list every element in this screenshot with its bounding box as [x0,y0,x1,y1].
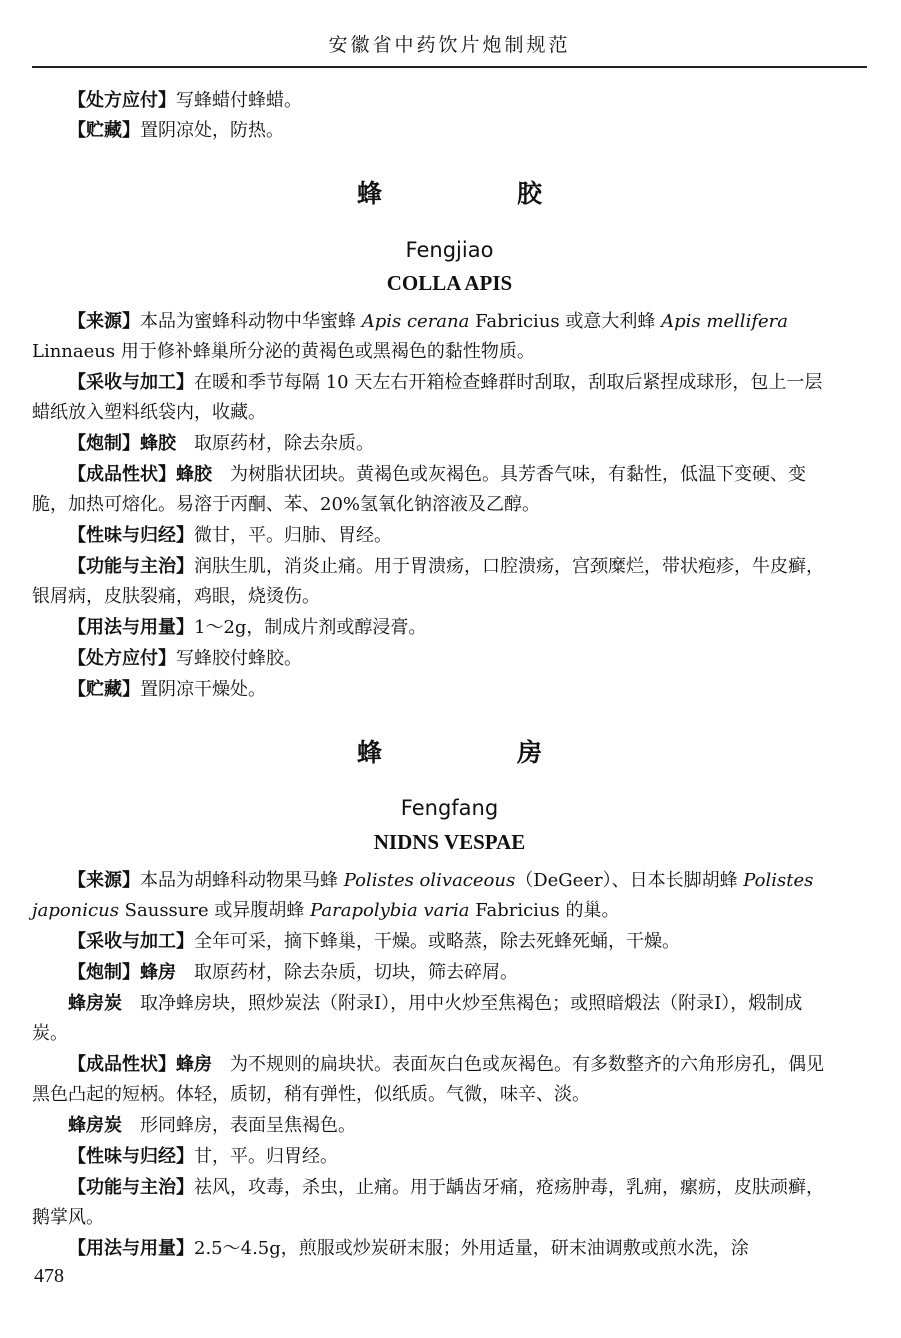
fengfang-usage-label: 【用法与用量】 [68,1238,194,1259]
fengjiao-storage-label: 【贮藏】 [68,679,140,700]
fengjiao-source-label: 【来源】 [68,311,140,332]
fengfang-character-label: 【成品性状】 [68,1054,176,1075]
prev-prescription [32,86,832,116]
fengfang-function-text: 祛风，攻毒，杀虫，止痛。用于龋齿牙痛，疮疡肿毒，乳痈，瘰疬，皮肤顽癣，鹅掌风。 [32,1177,824,1228]
fengjiao-character-name: 蜂胶 [176,464,212,485]
fengfang-charcoal [32,989,832,1049]
fengjiao-source-t1: 本品为蜜蜂科动物中华蜜蜂 [140,311,362,332]
fengjiao-harvest-label: 【采收与加工】 [68,372,194,393]
fengjiao-source-species1: Apis cerana [361,311,470,332]
latin-name-fengfang: NIDNS VESPAE [373,830,526,854]
fengfang-character [32,1050,832,1110]
fengjiao-source-t2: Fabricius 或意大利蜂 [469,311,662,332]
fengjiao-storage-text: 置阴凉干燥处。 [140,679,266,700]
fengjiao-usage-label: 【用法与用量】 [68,617,194,638]
prev-storage-label: 【贮藏】 [68,120,140,141]
fengfang-processing-label: 【炮制】 [68,962,140,983]
fengfang-nature-label: 【性味与归经】 [68,1146,194,1167]
fengjiao-harvest [32,368,832,428]
fengjiao-prescription-text: 写蜂胶付蜂胶。 [176,648,302,669]
fengfang-charcoal-char-name: 蜂房炭 [68,1115,122,1136]
fengjiao-function-text: 润肤生肌，消炎止痛。用于胃溃疡，口腔溃疡，宫颈糜烂，带状疱疹，牛皮癣，银屑病，皮肤裂痛，鸡眼，烧烫伤。 [32,556,824,607]
fengjiao-source-t3: Linnaeus 用于修补蜂巢所分泌的黄褐色或黑褐色的黏性物质。 [32,341,535,362]
pinyin-fengfang: Fengfang [400,796,499,820]
fengjiao-storage [32,675,832,705]
fengfang-character-name: 蜂房 [176,1054,212,1075]
fengfang-usage [32,1234,832,1264]
fengjiao-prescription-label: 【处方应付】 [68,648,176,669]
prev-storage-text: 置阴凉处，防热。 [140,120,284,141]
fengfang-usage-text: 2.5～4.5g，煎服或炒炭研末服；外用适量，研末油调敷或煎水洗，涂 [194,1238,749,1259]
entry-title-fengfang: 蜂 房 [356,738,597,767]
fengfang-processing-name: 蜂房 [140,962,176,983]
latin-name-fengjiao: COLLA APIS [386,271,513,295]
fengjiao-prescription [32,644,832,674]
fengjiao-function-label: 【功能与主治】 [68,556,194,577]
fengjiao-harvest-text: 在暖和季节每隔 10 天左右开箱检查蜂群时刮取，刮取后紧捏成球形，包上一层蜡纸放入塑料纸袋内，收藏。 [32,372,823,423]
fengfang-function-label: 【功能与主治】 [68,1177,194,1198]
fengfang-charcoal-character [32,1111,832,1141]
fengjiao-character-label: 【成品性状】 [68,464,176,485]
fengjiao-processing [32,429,832,459]
fengfang-harvest-text: 全年可采，摘下蜂巢，干燥。或略蒸，除去死蜂死蛹，干燥。 [194,931,680,952]
fengjiao-usage [32,613,832,643]
fengjiao-character [32,460,832,520]
header-rule [32,66,867,68]
fengfang-processing [32,958,832,988]
fengjiao-nature-text: 微甘，平。归肺、胃经。 [194,525,392,546]
fengjiao-function [32,552,832,612]
prev-prescription-label: 【处方应付】 [68,90,176,111]
fengfang-source-t2: （DeGeer）、日本长脚胡蜂 [515,870,744,891]
fengjiao-source-species2: Apis mellifera [661,311,788,332]
fengfang-charcoal-text: 取净蜂房块，照炒炭法（附录Ⅰ），用中火炒至焦褐色；或照暗煅法（附录Ⅰ），煅制成炭。 [32,993,803,1044]
fengfang-source-t4: Fabricius 的巢。 [469,900,620,921]
fengfang-source-t1: 本品为胡蜂科动物果马蜂 [140,870,344,891]
fengjiao-processing-text: 取原药材，除去杂质。 [176,433,374,454]
fengfang-source [32,866,832,926]
fengjiao-character-text: 为树脂状团块。黄褐色或灰褐色。具芳香气味，有黏性，低温下变硬、变脆，加热可熔化。易溶于丙酮、苯、20%氢氧化钠溶液及乙醇。 [32,464,806,515]
prev-storage [32,116,832,146]
fengfang-source-label: 【来源】 [68,870,140,891]
fengfang-nature [32,1142,832,1172]
page-number: 478 [34,1265,64,1287]
fengjiao-source [32,307,832,367]
entry-title-fengjiao: 蜂 胶 [356,179,597,208]
fengfang-function [32,1173,832,1233]
fengjiao-processing-label: 【炮制】 [68,433,140,454]
fengfang-harvest [32,927,832,957]
fengfang-character-text: 为不规则的扁块状。表面灰白色或灰褐色。有多数整齐的六角形房孔，偶见黑色凸起的短柄。体轻，质韧，稍有弹性，似纸质。气微，味辛、淡。 [32,1054,824,1105]
fengjiao-usage-text: 1～2g，制成片剂或醇浸膏。 [194,617,427,638]
fengfang-harvest-label: 【采收与加工】 [68,931,194,952]
pinyin-fengjiao: Fengjiao [405,238,494,262]
running-header: 安徽省中药饮片炮制规范 [328,34,571,56]
fengfang-nature-text: 甘，平。归胃经。 [194,1146,338,1167]
fengfang-charcoal-name: 蜂房炭 [68,993,122,1014]
fengjiao-nature [32,521,832,551]
fengfang-source-species1: Polistes olivaceous [343,870,516,891]
fengjiao-processing-name: 蜂胶 [140,433,176,454]
fengfang-charcoal-char-text: 形同蜂房，表面呈焦褐色。 [122,1115,356,1136]
fengfang-processing-text: 取原药材，除去杂质，切块，筛去碎屑。 [176,962,518,983]
fengfang-source-species3: Parapolybia varia [310,900,470,921]
fengfang-source-t3: Saussure 或异腹胡蜂 [118,900,311,921]
fengjiao-nature-label: 【性味与归经】 [68,525,194,546]
fengfang-source-species2: Polistes japonicus [32,870,814,921]
prev-prescription-text: 写蜂蜡付蜂蜡。 [176,90,302,111]
